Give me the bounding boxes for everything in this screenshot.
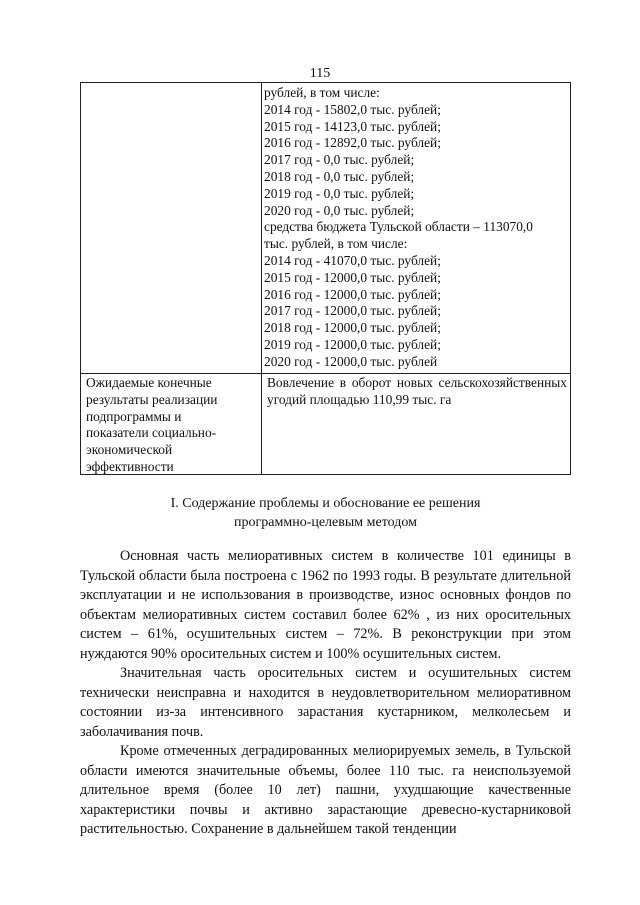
funding-line: 2020 год - 12000,0 тыс. рублей — [264, 353, 438, 369]
funding-line: 2014 год - 15802,0 тыс. рублей; — [264, 101, 441, 117]
paragraph: Значительная часть оросительных систем и осушительных систем технически неисправна и находится в неудовлетворительном мелиоративном состоянии из-за интенсивного зарастания кустарником, мелколесьем и заболачивания почв. — [80, 665, 571, 740]
funding-cell — [264, 85, 569, 371]
funding-line: 2019 год - 12000,0 тыс. рублей; — [264, 336, 441, 352]
funding-line: 2015 год - 14123,0 тыс. рублей; — [264, 118, 441, 134]
label-line: показатели социально- — [86, 425, 217, 441]
expected-results-label-cell — [86, 375, 258, 476]
paragraph: Кроме отмеченных деградированных мелиорируемых земель, в Тульской области имеются значительные объемы, более 110 тыс. га неиспользуемой длительное время (более 10 лет) пашни, ухудшающие качественные характеристики почвы и активно зарастающие древесно-кустарниковой растительностью. Сохранение в дальнейшем такой тенденции — [80, 743, 571, 837]
expected-results-value-cell: Вовлечение в оборот новых сельскохозяйственных угодий площадью 110,99 тыс. га — [267, 375, 567, 407]
funding-line: 2016 год - 12000,0 тыс. рублей; — [264, 286, 441, 302]
funding-line: 2014 год - 41070,0 тыс. рублей; — [264, 252, 441, 268]
paragraph: Основная часть мелиоративных систем в количестве 101 единицы в Тульской области была построена с 1962 по 1993 годы. В результате длительной эксплуатации и не использования в производстве, износ основных фондов по объектам мелиоративных систем составил более 62% , из них оросительных систем – 61%, осушительных систем – 72%. В реконструкции при этом нуждаются 90% оросительных систем и 100% осушительных систем. — [80, 548, 571, 662]
funding-line: 2015 год - 12000,0 тыс. рублей; — [264, 269, 441, 285]
funding-line: 2017 год - 0,0 тыс. рублей; — [264, 152, 415, 168]
funding-line: рублей, в том числе: — [264, 85, 380, 100]
funding-line: средства бюджета Тульской области – 113070,0 — [264, 219, 533, 235]
funding-line: 2019 год - 0,0 тыс. рублей; — [264, 185, 415, 201]
label-line: подпрограммы и — [86, 408, 182, 424]
funding-line: тыс. рублей, в том числе: — [264, 236, 408, 252]
funding-line: 2017 год - 12000,0 тыс. рублей; — [264, 303, 441, 319]
table-column-divider — [261, 83, 262, 474]
page-number: 115 — [309, 66, 331, 81]
label-line: Ожидаемые конечные — [86, 375, 212, 390]
section-heading-line2: программно-целевым методом — [234, 515, 417, 530]
funding-line: 2018 год - 12000,0 тыс. рублей; — [264, 320, 441, 336]
funding-line: 2016 год - 12892,0 тыс. рублей; — [264, 135, 441, 151]
table-row-divider — [81, 373, 570, 374]
section-heading — [80, 494, 571, 532]
label-line: эффективности — [86, 458, 174, 474]
section-heading-line1: I. Содержание проблемы и обоснование ее решения — [170, 496, 481, 511]
passport-table — [80, 82, 571, 475]
label-line: экономической — [86, 442, 173, 458]
body-text — [80, 547, 571, 840]
funding-line: 2018 год - 0,0 тыс. рублей; — [264, 168, 415, 184]
label-line: результаты реализации — [86, 391, 218, 407]
funding-line: 2020 год - 0,0 тыс. рублей; — [264, 202, 415, 218]
